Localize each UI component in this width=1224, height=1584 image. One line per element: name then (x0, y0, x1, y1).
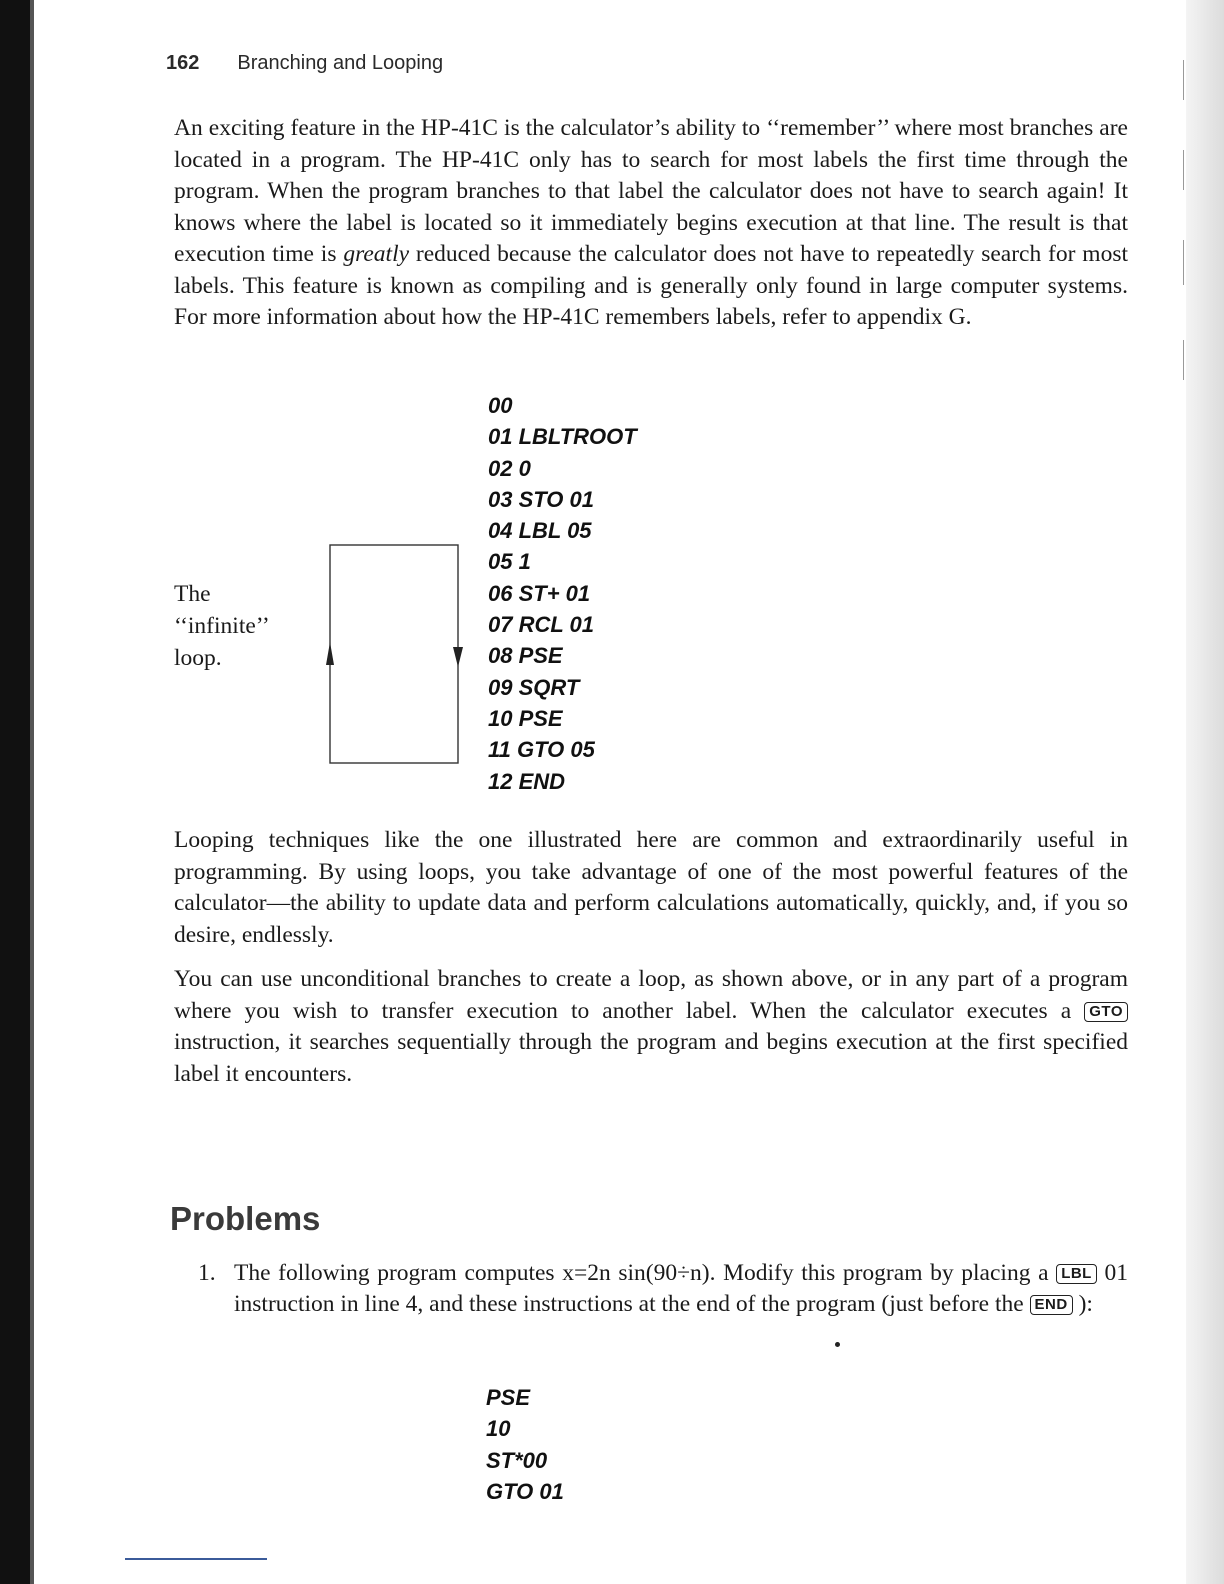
paragraph-text: An exciting feature in the HP-41C is the calculator’s ability to ‘‘remember’’ where most branches are located in a program. The HP-41C only has to search for most labels the first time through the program. When the program branches to that label the calculator does not have to search again! It knows where the label is located so it immediately begins execution at that line. The result is that execution time is (174, 115, 1128, 267)
caption-line: ‘‘infinite’’ (174, 613, 270, 639)
footnote-rule (125, 1558, 267, 1560)
scan-mark (1183, 60, 1184, 100)
chapter-title: Branching and Looping (237, 52, 444, 74)
problem-text-part: The following program computes x=2n sin(90÷n). Modify this program by placing a (234, 1260, 1057, 1286)
looping-paragraph: Looping techniques like the one illustrated here are common and extraordinarily useful in programming. By using loops, you take advantage of one of the most powerful features of the calculator—the ability to update data and perform calculations automatically, quickly, and, if you so desire, endlessly. (174, 827, 1128, 948)
scan-mark (1183, 240, 1184, 285)
scan-mark (1183, 150, 1184, 190)
loop-diagram (326, 543, 466, 767)
scan-border-left (0, 0, 30, 1584)
program-line: 09 SQRT (488, 674, 580, 700)
problem-text (234, 1258, 1128, 1320)
loop-arrow-up-icon (326, 642, 334, 665)
problem-listing (486, 1382, 564, 1507)
scan-border-right (1186, 0, 1224, 1584)
program-line: 12 END (488, 768, 566, 794)
program-line: 04 LBL 05 (488, 518, 592, 544)
page-number: 162 (166, 52, 200, 74)
caption-line: The (174, 581, 211, 607)
loop-arrow-down-icon (453, 647, 463, 667)
program-line: 06 ST+ 01 (488, 580, 591, 606)
problem-text-part: ): (1072, 1291, 1093, 1317)
program-line: 08 PSE (488, 643, 563, 669)
loop-frame (330, 545, 458, 763)
program-line: 11 GTO 05 (488, 737, 595, 763)
paragraph-text: reduced because the calculator does not have to repeatedly search for most labels. This feature is known as compiling and is generally only found in large computer systems. For more information about how the HP-41C remembers labels, refer to appendix G. (174, 241, 1129, 330)
scan-mark (1183, 340, 1184, 380)
running-header (166, 52, 443, 75)
program-line: 07 RCL 01 (488, 612, 594, 638)
program-line: 10 PSE (488, 705, 563, 731)
ink-speck (835, 1342, 840, 1347)
lbl-key-icon: LBL (1056, 1264, 1097, 1284)
loop-caption (174, 578, 314, 674)
problem-number: 1. (198, 1260, 216, 1286)
program-line: 00 (488, 393, 513, 418)
program-line: 03 STO 01 (488, 486, 594, 512)
program-line: 10 (486, 1416, 511, 1442)
program-line: ST*00 (486, 1447, 548, 1473)
program-line: 05 1 (488, 549, 531, 575)
intro-paragraph (174, 113, 1128, 334)
gto-key-icon: GTO (1084, 1002, 1128, 1022)
program-line: 01 LBLTROOT (488, 424, 637, 450)
end-key-icon: END (1030, 1295, 1073, 1315)
branches-paragraph (174, 964, 1128, 1090)
paragraph-text: You can use unconditional branches to create a loop, as shown above, or in any part of a program where you wish to transfer execution to another label. When the calculator executes a (174, 966, 1128, 1024)
caption-line: loop. (174, 645, 222, 671)
program-line: 02 0 (488, 455, 531, 481)
program-listing (488, 390, 637, 797)
problem-text-part: 01 instruction in line 4, and these instructions at the end of the program (just before the (234, 1260, 1129, 1317)
program-line: PSE (486, 1385, 531, 1410)
emphasis-text: greatly (343, 241, 410, 267)
paragraph-text: instruction, it searches sequentially through the program and begins execution at the first specified label it encounters. (174, 1029, 1128, 1087)
section-heading: Problems (170, 1200, 321, 1237)
program-line: GTO 01 (486, 1478, 564, 1504)
problem-item (198, 1258, 1128, 1320)
